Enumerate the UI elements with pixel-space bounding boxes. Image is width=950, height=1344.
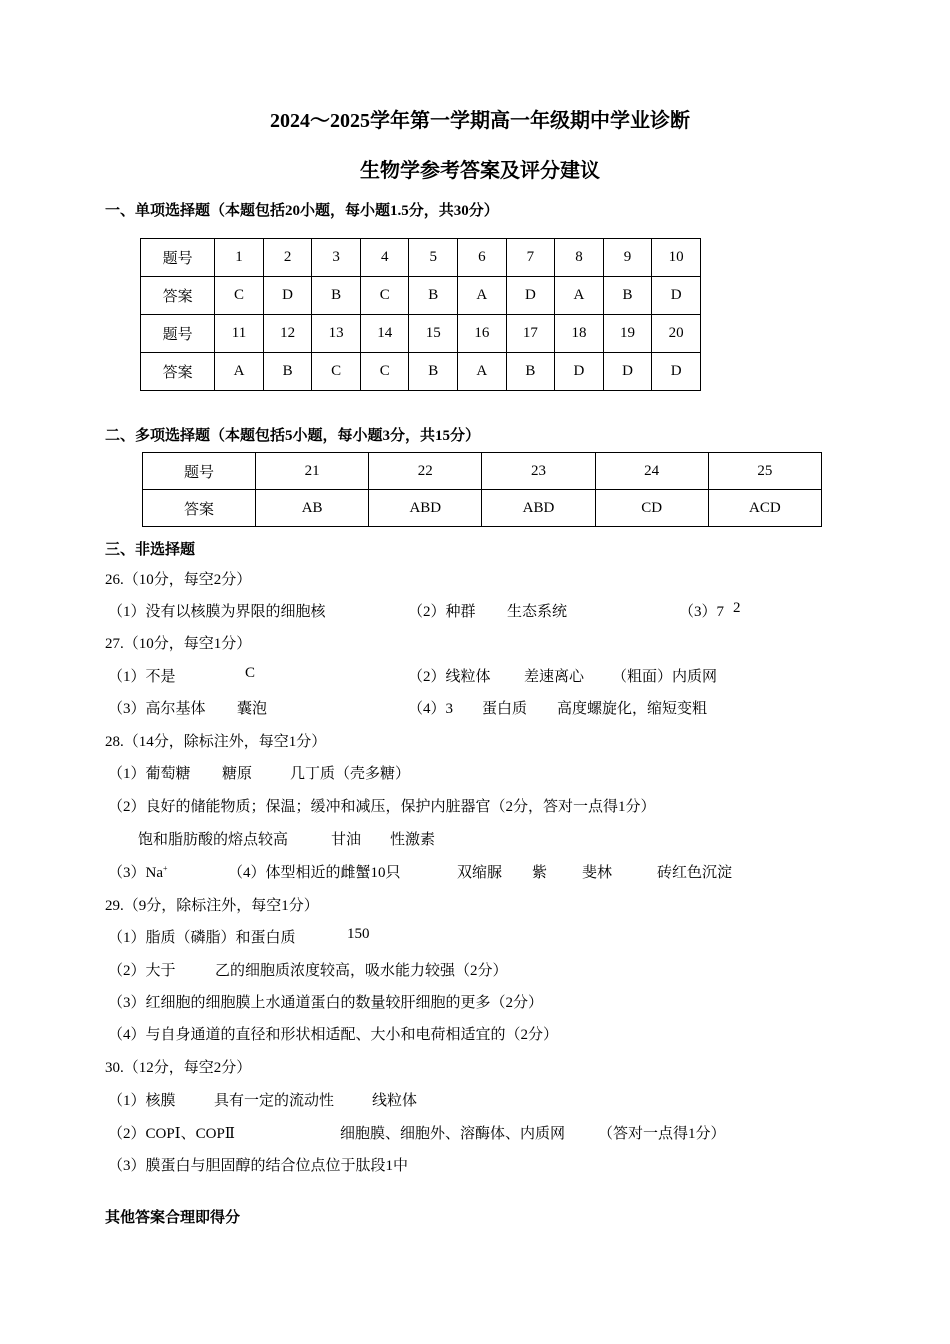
answer-text: （3）高尔基体 (108, 701, 206, 717)
table-cell: 12 (263, 315, 312, 353)
table-cell: D (506, 277, 555, 315)
section1-heading: 一、单项选择题（本题包括20小题，每小题1.5分，共30分） (105, 203, 499, 219)
table-cell: 11 (215, 315, 264, 353)
table-row (143, 490, 822, 527)
table-cell: B (506, 353, 555, 391)
answer-text: 生态系统 (507, 604, 568, 620)
answer-text: （2）大于 (108, 963, 176, 979)
table-cell: 1 (215, 239, 264, 277)
answer-text: 饱和脂肪酸的熔点较高 (138, 832, 289, 848)
answer-text: （1）核膜 (108, 1093, 176, 1109)
document-subtitle: 生物学参考答案及评分建议 (360, 160, 600, 182)
table-cell: 14 (360, 315, 409, 353)
footer-note: 其他答案合理即得分 (105, 1210, 241, 1226)
q28-heading: 28.（14分，除标注外，每空1分） (105, 734, 327, 750)
answer-text: 高度螺旋化，缩短变粗 (557, 701, 708, 717)
row-label: 答案 (141, 277, 215, 315)
table-cell: 15 (409, 315, 458, 353)
answer-text: （2）线粒体 (408, 669, 491, 685)
answer-text: 具有一定的流动性 (214, 1093, 335, 1109)
table-row (141, 315, 701, 353)
table-cell: C (312, 353, 361, 391)
answer-text: 斐林 (582, 865, 613, 881)
single-choice-answer-table (140, 238, 701, 391)
table-cell: B (409, 277, 458, 315)
answer-text: 糖原 (222, 766, 253, 782)
table-cell: A (215, 353, 264, 391)
row-label: 题号 (141, 315, 215, 353)
answer-text: （2）种群 (408, 604, 476, 620)
answer-text: C (245, 665, 256, 681)
table-cell: 9 (603, 239, 652, 277)
answer-text: （3）膜蛋白与胆固醇的结合位点位于肽段1中 (108, 1158, 409, 1174)
table-row (143, 453, 822, 490)
answer-text: 紫 (532, 865, 548, 881)
table-cell: 21 (256, 453, 369, 490)
table-cell: 10 (652, 239, 701, 277)
multi-choice-answer-table (142, 452, 822, 527)
section2-heading: 二、多项选择题（本题包括5小题，每小题3分，共15分） (105, 428, 481, 444)
answer-text: （3）红细胞的细胞膜上水通道蛋白的数量较肝细胞的更多（2分） (108, 995, 544, 1011)
table-row (141, 353, 701, 391)
table-cell: C (215, 277, 264, 315)
table-cell: 20 (652, 315, 701, 353)
table-cell: ABD (369, 490, 482, 527)
table-cell: D (652, 353, 701, 391)
answer-text: （1）不是 (108, 669, 176, 685)
table-cell: 17 (506, 315, 555, 353)
table-cell: 13 (312, 315, 361, 353)
q26-heading: 26.（10分，每空2分） (105, 572, 252, 588)
superscript: + (163, 864, 168, 873)
table-cell: 7 (506, 239, 555, 277)
table-cell: D (555, 353, 604, 391)
answer-text: （3）7 (679, 604, 725, 620)
table-cell: B (263, 353, 312, 391)
table-cell: C (360, 277, 409, 315)
table-cell: 23 (482, 453, 595, 490)
table-cell: A (458, 353, 507, 391)
q27-heading: 27.（10分，每空1分） (105, 636, 252, 652)
table-cell: B (312, 277, 361, 315)
table-cell: D (652, 277, 701, 315)
document-title: 2024～2025学年第一学期高一年级期中学业诊断 (270, 110, 690, 132)
answer-text: （答对一点得1分） (598, 1126, 726, 1142)
q29-heading: 29.（9分，除标注外，每空1分） (105, 898, 319, 914)
answer-text: 性激素 (390, 832, 436, 848)
table-cell: 19 (603, 315, 652, 353)
table-cell: ACD (708, 490, 821, 527)
table-cell: 18 (555, 315, 604, 353)
answer-text: 细胞膜、细胞外、溶酶体、内质网 (340, 1126, 566, 1142)
answer-text: 囊泡 (237, 701, 268, 717)
row-label: 题号 (141, 239, 215, 277)
answer-text: 双缩脲 (457, 865, 503, 881)
table-cell: 2 (263, 239, 312, 277)
table-cell: D (603, 353, 652, 391)
table-cell: A (458, 277, 507, 315)
table-cell: D (263, 277, 312, 315)
table-row (141, 239, 701, 277)
answer-text: （3）Na (108, 865, 163, 881)
table-cell: 3 (312, 239, 361, 277)
row-label: 答案 (141, 353, 215, 391)
table-cell: 25 (708, 453, 821, 490)
section3-heading: 三、非选择题 (105, 542, 196, 558)
table-cell: CD (595, 490, 708, 527)
answer-text: 2 (733, 600, 741, 616)
answer-text: （4）与自身通道的直径和形状相适配、大小和电荷相适宜的（2分） (108, 1027, 559, 1043)
answer-text: 乙的细胞质浓度较高，吸水能力较强（2分） (215, 963, 508, 979)
answer-text (108, 861, 168, 882)
answer-text: 150 (347, 926, 370, 942)
answer-text: 差速离心 (524, 669, 585, 685)
row-label: 答案 (143, 490, 256, 527)
answer-text: 蛋白质 (482, 701, 528, 717)
answer-text: （1）葡萄糖 (108, 766, 191, 782)
table-cell: 4 (360, 239, 409, 277)
answer-text: 几丁质（壳多糖） (290, 766, 411, 782)
answer-text: 甘油 (331, 832, 362, 848)
table-cell: ABD (482, 490, 595, 527)
table-cell: B (603, 277, 652, 315)
table-cell: 5 (409, 239, 458, 277)
q30-heading: 30.（12分，每空2分） (105, 1060, 252, 1076)
table-cell: 6 (458, 239, 507, 277)
table-cell: 22 (369, 453, 482, 490)
table-cell: AB (256, 490, 369, 527)
answer-text: （2）良好的储能物质；保温；缓冲和减压，保护内脏器官（2分，答对一点得1分） (108, 799, 656, 815)
table-row (141, 277, 701, 315)
answer-text: （2）COPⅠ、COPⅡ (108, 1126, 235, 1142)
table-cell: B (409, 353, 458, 391)
answer-text: 砖红色沉淀 (657, 865, 733, 881)
answer-text: （粗面）内质网 (612, 669, 718, 685)
answer-text: 线粒体 (372, 1093, 418, 1109)
row-label: 题号 (143, 453, 256, 490)
table-cell: A (555, 277, 604, 315)
answer-text: （4）3 (408, 701, 454, 717)
table-cell: 24 (595, 453, 708, 490)
answer-text: （4）体型相近的雌蟹10只 (228, 865, 401, 881)
table-cell: 8 (555, 239, 604, 277)
answer-text: （1）脂质（磷脂）和蛋白质 (108, 930, 296, 946)
answer-text: （1）没有以核膜为界限的细胞核 (108, 604, 326, 620)
table-cell: C (360, 353, 409, 391)
table-cell: 16 (458, 315, 507, 353)
